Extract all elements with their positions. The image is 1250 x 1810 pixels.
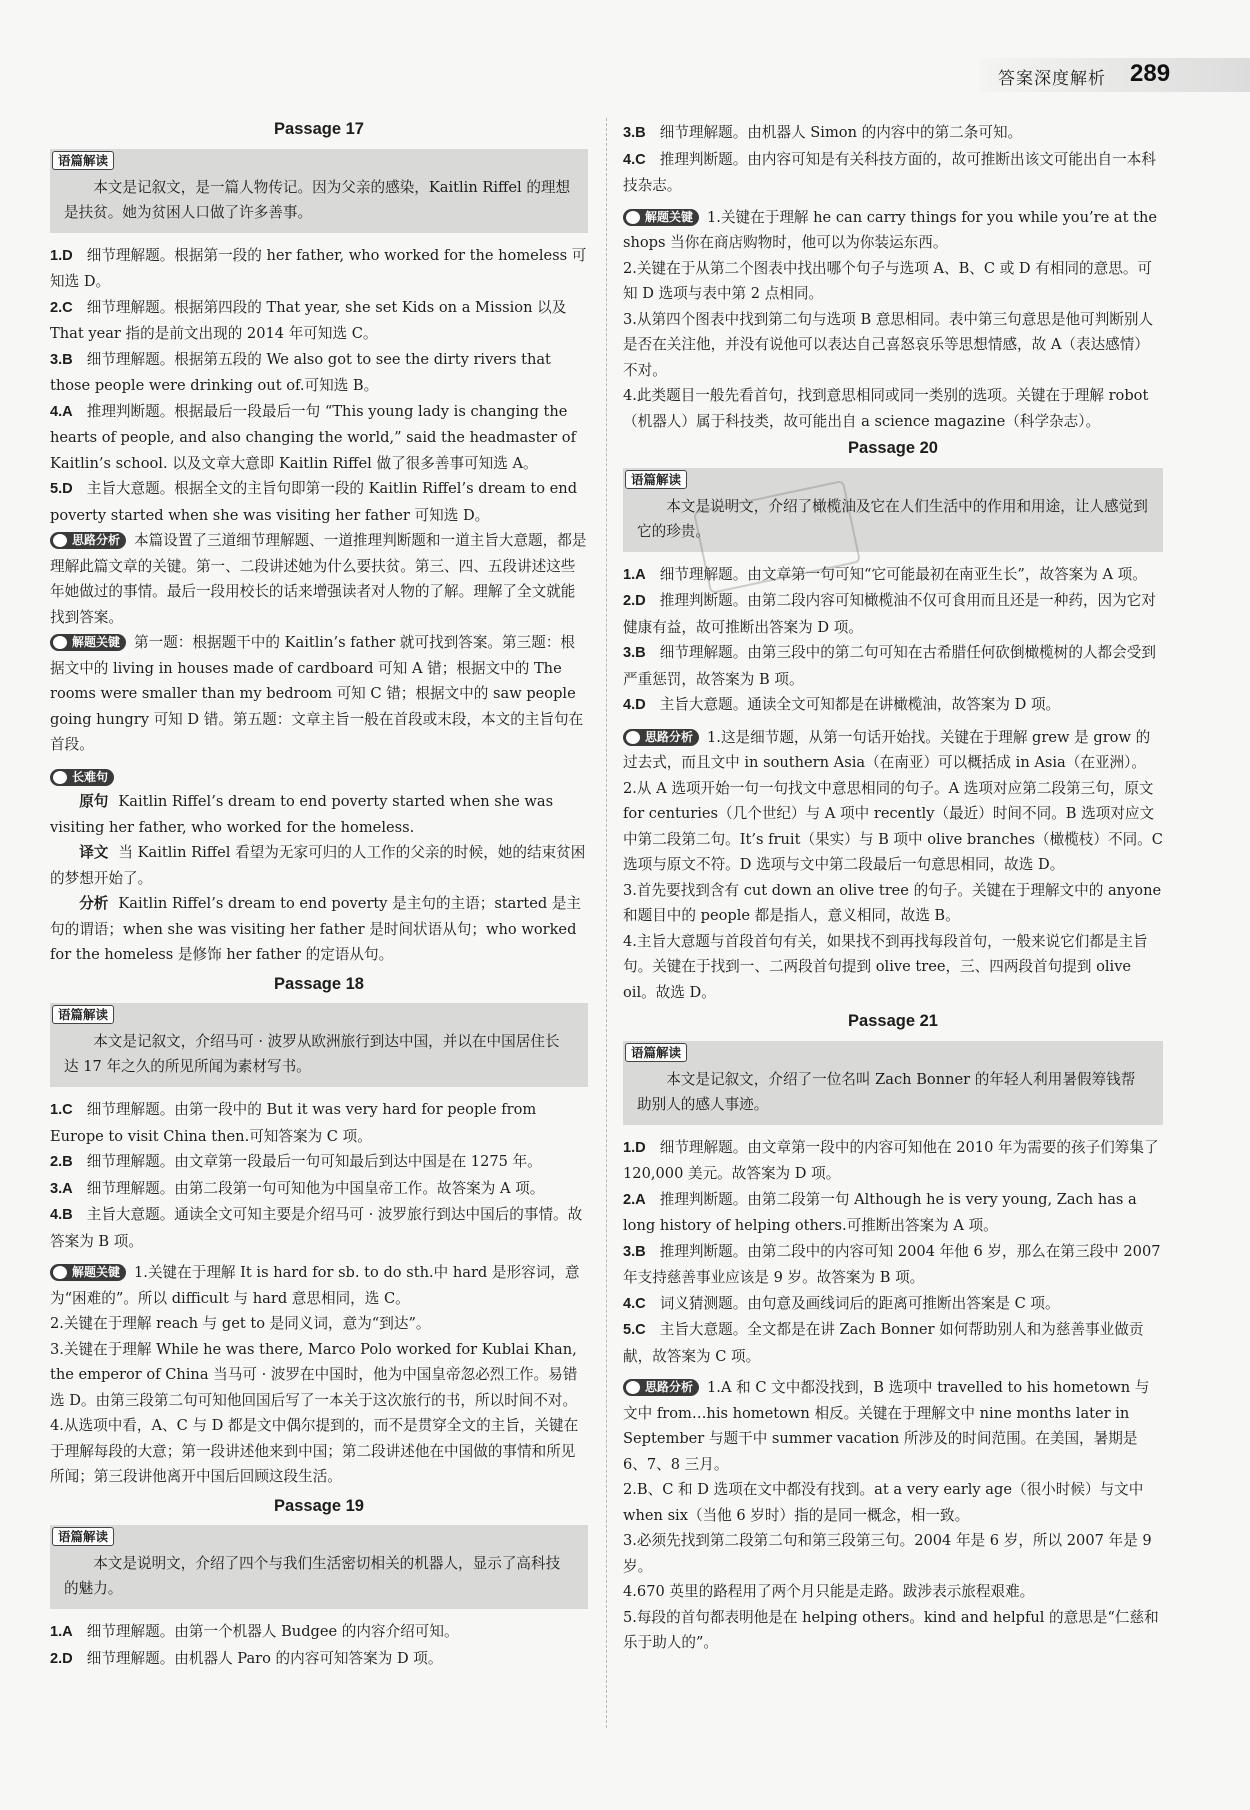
- answer-item: 2.D 推理判断题。由第二段内容可知橄榄油不仅可食用而且还是一种药，因为它对健康有益，故可推断出答案为 D 项。: [623, 592, 1156, 636]
- answer-item: 5.C 主旨大意题。全文都是在讲 Zach Bonner 如何帮助别人和为慈善事业做贡献，故答案为 C 项。: [623, 1321, 1144, 1365]
- passage-17-summary: [50, 149, 588, 233]
- passage-21-title: Passage 21: [848, 1012, 938, 1030]
- page-number: 289: [1130, 60, 1171, 87]
- summary-tag: 语篇解读: [625, 470, 687, 489]
- passage-18-title: Passage 18: [274, 974, 364, 993]
- passage-19-answers-right: [623, 120, 1163, 199]
- summary-text: 本文是说明文，介绍了橄榄油及它在人们生活中的作用和用途，让人感觉到它的珍贵。: [637, 497, 1148, 540]
- answer-item: 1.D 细节理解题。由文章第一段中的内容可知他在 2010 年为需要的孩子们筹集了 120,000 美元。故答案为 D 项。: [623, 1138, 1159, 1182]
- answer-item: 3.B 细节理解题。由第三段中的第二句可知在古希腊任何砍倒橄榄树的人都会受到严重惩罚，故答案为 B 项。: [623, 644, 1156, 688]
- answer-item: 2.D 细节理解题。由机器人 Paro 的内容可知答案为 D 项。: [50, 1649, 443, 1667]
- passage-18-summary: [50, 1003, 588, 1087]
- long-sentence-tag: 长难句: [50, 769, 114, 786]
- answer-item: 3.A 细节理解题。由第二段第一句可知他为中国皇帝工作。故答案为 A 项。: [50, 1179, 545, 1197]
- thinking-item: 4.主旨大意题与首段首句有关，如果找不到再找每段首句，一般来说它们都是主旨句。关键在于找到一、二两段首句提到 olive tree，三、四两段首句提到 olive oil。故选 D。: [623, 932, 1148, 1001]
- answer-item: 3.B 细节理解题。由机器人 Simon 的内容中的第二条可知。: [623, 124, 1023, 141]
- answer-item: 2.C 细节理解题。根据第四段的 That year, she set Kids on a Mission 以及 That year 指的是前文出现的 2014 年可知选 C。: [50, 298, 567, 342]
- passage-17-answers: [50, 243, 588, 529]
- answer-item: 4.D 主旨大意题。通读全文可知都是在讲橄榄油，故答案为 D 项。: [623, 696, 1061, 713]
- passage-17-long-sentence: [50, 764, 588, 968]
- key-tag: 解题关键: [50, 634, 126, 651]
- key-tag: 解题关键: [50, 1264, 126, 1281]
- answer-item: 3.B 推理判断题。由第二段中的内容可知 2004 年他 6 岁，那么在第三段中 2007 年支持慈善事业应该是 9 岁。故答案为 B 项。: [623, 1242, 1161, 1286]
- passage-19-title: Passage 19: [274, 1496, 364, 1515]
- key-item: 2.关键在于从第二个图表中找出哪个句子与选项 A、B、C 或 D 有相同的意思。可知 D 选项与表中第 2 点相同。: [623, 259, 1153, 302]
- passage-18-answers: [50, 1097, 588, 1254]
- answer-item: 1.D 细节理解题。根据第一段的 her father, who worked for the homeless 可知选 D。: [50, 246, 587, 290]
- passage-20-thinking: 思路分析 1.这是细节题，从第一句话开始找。关键在于理解 grew 是 grow 的过去式，而且文中 in southern Asia（在南亚）可以概括成 in Asia（在亚洲）。 2.从 A 选项开始一句一句找文中意思相同的句子。A 选项对应第二段第三句，原文 for centuries（几个世纪）与 A 项中 recently（最近）时间不同。B 选项对应文中第二段第二句。It’s fruit（果实）与 B 项中 olive branches（橄榄枝）不同。C 选项与原文不符。D 选项与文中第二段最后一句意思相同，故选 D。 3.首先要找到含有 cut down an olive tree 的句子。关键在于理解文中的 anyone 和题目中的 people 都是指人，意义相同，故选 B。 4.主旨大意题与首段首句有关，如果找不到再找每段首句，一般来说它们都是主旨句。关键在于找到一、二两段首句提到 olive tree，三、四两段首句提到 olive oil。故选 D。: [623, 725, 1163, 1006]
- answer-item: 3.B 细节理解题。根据第五段的 We also got to see the dirty rivers that those people were drinking out of.可知选 B。: [50, 350, 551, 394]
- thinking-tag: 思路分析: [623, 1379, 699, 1396]
- passage-21-thinking: 思路分析 1.A 和 C 文中都没找到，B 选项中 travelled to his hometown 与文中 from…his hometown 相反。关键在于理解文中 nine months later in September 与题干中 summer vacation 所涉及的时间范围。在美国，暑期是 6、7、8 三月。 2.B、C 和 D 选项在文中都没有找到。at a very early age（很小时候）与文中 when six（当他 6 岁时）指的是同一概念，相一致。 3.必须先找到第二段第二句和第三段第三句。2004 年是 6 岁，所以 2007 年是 9 岁。 4.670 英里的路程用了两个月只能是走路。跋涉表示旅程艰难。 5.每段的首句都表明他是在 helping others。kind and helpful 的意思是“仁慈和乐于助人的”。: [623, 1375, 1163, 1656]
- answer-item: 1.A 细节理解题。由第一个机器人 Budgee 的内容介绍可知。: [50, 1623, 459, 1640]
- summary-text: 本文是说明文，介绍了四个与我们生活密切相关的机器人，显示了高科技的魅力。: [64, 1555, 561, 1597]
- header-title: 答案深度解析: [998, 69, 1106, 89]
- thinking-item: 5.每段的首句都表明他是在 helping others。kind and helpful 的意思是“仁慈和乐于助人的”。: [623, 1608, 1159, 1651]
- passage-19-summary: [50, 1525, 588, 1609]
- passage-19-answers-left: [50, 1619, 588, 1672]
- answer-item: 4.A 推理判断题。根据最后一段最后一句 “This young lady is changing the hearts of people, and also changing the world,” said the headmaster of Kaitlin’s school. 以及文章大意即 Kaitlin Riffel 做了很多善事可知选 A。: [50, 402, 576, 472]
- passage-18-key: 解题关键 1.关键在于理解 It is hard for sb. to do sth.中 hard 是形容词，意为“困难的”。所以 difficult 与 hard 意思相同，选 C。 2.关键在于理解 reach 与 get to 是同义词，意为“到达”。 3.关键在于理解 While he was there, Marco Polo worked for Kublai Khan, the emperor of China 当马可 · 波罗在中国时，他为中国皇帝忽必烈工作。易错选 D。由第三段第二句可知他回国后写了一本关于这次旅行的书，所以时间不对。 4.从选项中看，A、C 与 D 都是文中偶尔提到的，而不是贯穿全文的主旨，关键在于理解每段的大意；第一段讲述他来到中国；第二段讲述他在中国做的事情和所见所闻；第三段讲他离开中国后回顾这段生活。: [50, 1260, 588, 1490]
- thinking-item: 3.首先要找到含有 cut down an olive tree 的句子。关键在于理解文中的 anyone 和题目中的 people 都是指人，意义相同，故选 B。: [623, 881, 1162, 924]
- summary-tag: 语篇解读: [52, 151, 114, 170]
- key-item: 2.关键在于理解 reach 与 get to 是同义词，意为“到达”。: [50, 1315, 431, 1332]
- thinking-item: 4.670 英里的路程用了两个月只能是走路。跋涉表示旅程艰难。: [623, 1583, 1035, 1600]
- summary-text: 本文是记叙文，介绍了一位名叫 Zach Bonner 的年轻人利用暑假筹钱帮助别人的感人事迹。: [637, 1070, 1136, 1113]
- answer-item: 4.C 词义猜测题。由句意及画线词后的距离可推断出答案是 C 项。: [623, 1294, 1060, 1312]
- summary-tag: 语篇解读: [52, 1005, 114, 1024]
- summary-text: 本文是记叙文，介绍马可 · 波罗从欧洲旅行到达中国，并以在中国居住长达 17 年之久的所见所闻为素材写书。: [64, 1033, 560, 1075]
- passage-17-thinking: 思路分析 本篇设置了三道细节理解题、一道推理判断题和一道主旨大意题，都是理解此篇文章的关键。第一、二段讲述她为什么要扶贫。第三、四、五段讲述这些年她做过的事情。最后一段用校长的话来增强读者对人物的了解。理解了全文就能找到答案。: [50, 532, 587, 626]
- passage-20-answers: [623, 562, 1163, 719]
- summary-tag: 语篇解读: [625, 1043, 687, 1062]
- passage-17-title: Passage 17: [274, 120, 364, 138]
- column-divider: [606, 118, 607, 1728]
- thinking-item: 2.从 A 选项开始一句一句找文中意思相同的句子。A 选项对应第二段第三句，原文 for centuries（几个世纪）与 A 项中 recently（最近）时间不同。B 选项对应文中第二段第二句。It’s fruit（果实）与 B 项中 olive branches（橄榄枝）不同。C 选项与原文不符。D 选项与文中第二段最后一句意思相同，故选 D。: [623, 779, 1163, 873]
- summary-tag: 语篇解读: [52, 1527, 114, 1546]
- thinking-item: 3.必须先找到第二段第二句和第三段第三句。2004 年是 6 岁，所以 2007 年是 9 岁。: [623, 1532, 1152, 1575]
- answer-item: 5.D 主旨大意题。根据全文的主旨句即第一段的 Kaitlin Riffel’s dream to end poverty started when she was visiting her father 可知选 D。: [50, 480, 578, 524]
- answer-item: 4.C 推理判断题。由内容可知是有关科技方面的，故可推断出该文可能出自一本科技杂志。: [623, 150, 1156, 194]
- answer-item: 1.A 细节理解题。由文章第一句可知“它可能最初在南亚生长”，故答案为 A 项。: [623, 565, 1147, 583]
- right-column: [623, 120, 1163, 1656]
- analysis: 分析 Kaitlin Riffel’s dream to end poverty 是主句的主语；started 是主句的谓语；when she was visiting her father 是时间状语从句；who worked for the homeless 是修饰 her father 的定语从句。: [50, 895, 582, 963]
- original-sentence: 原句 Kaitlin Riffel’s dream to end poverty started when she was visiting her father, who worked for the homeless.: [50, 793, 554, 836]
- key-item: 4.此类题目一般先看首句，找到意思相同或同一类别的选项。关键在于理解 robot（机器人）属于科技类，故可能出自 a science magazine（科学杂志）。: [623, 387, 1149, 430]
- answer-item: 2.B 细节理解题。由文章第一段最后一句可知最后到达中国是在 1275 年。: [50, 1153, 542, 1170]
- thinking-tag: 思路分析: [50, 532, 126, 549]
- passage-21-answers: [623, 1135, 1163, 1370]
- answer-item: 2.A 推理判断题。由第二段第一句 Although he is very young, Zach has a long history of helping others.可推断出答案为 A 项。: [623, 1190, 1137, 1234]
- left-column: [50, 115, 588, 1672]
- thinking-tag: 思路分析: [623, 729, 699, 746]
- key-item: 3.关键在于理解 While he was there, Marco Polo worked for Kublai Khan, the emperor of China 当马可 · 波罗在中国时，他为中国皇帝忽必烈工作。易错选 D。由第三段第二句可知他回国后写了一本关于这次旅行的书，所以时间不对。: [50, 1340, 578, 1409]
- key-item: 4.从选项中看，A、C 与 D 都是文中偶尔提到的，而不是贯穿全文的主旨，关键在于理解每段的大意；第一段讲述他来到中国；第二段讲述他在中国做的事情和所见所闻；第三段讲他离开中国后回顾这段生活。: [50, 1417, 579, 1485]
- passage-19-key: 解题关键 1.关键在于理解 he can carry things for you while you’re at the shops 当你在商店购物时，他可以为你装运东西。 2.关键在于从第二个图表中找出哪个句子与选项 A、B、C 或 D 有相同的意思。可知 D 选项与表中第 2 点相同。 3.从第四个图表中找到第二句与选项 B 意思相同。表中第三句意思是他可判断别人是否在关注他，并没有说他可以表达自己喜怒哀乐等思想情感，故 A（表达感情）不对。 4.此类题目一般先看首句，找到意思相同或同一类别的选项。关键在于理解 robot（机器人）属于科技类，故可能出自 a science magazine（科学杂志）。: [623, 205, 1163, 435]
- passage-20-title: Passage 20: [848, 439, 938, 457]
- translation: 译文 当 Kaitlin Riffel 看望为无家可归的人工作的父亲的时候，她的结束贫困的梦想开始了。: [50, 844, 586, 887]
- thinking-item: 2.B、C 和 D 选项在文中都没有找到。at a very early age（很小时候）与文中 when six（当他 6 岁时）指的是同一概念，相一致。: [623, 1481, 1144, 1524]
- summary-text: 本文是记叙文，是一篇人物传记。因为父亲的感染，Kaitlin Riffel 的理想是扶贫。她为贫困人口做了许多善事。: [64, 178, 571, 221]
- passage-17-key: 解题关键 第一题：根据题干中的 Kaitlin’s father 就可找到答案。第三题：根据文中的 living in houses made of cardboard 可知 A 错；根据文中的 The rooms were smaller than my bedroom 可知 C 错；根据文中的 saw people going hungry 可知 D 错。第五题：文章主旨一般在首段或末段，本文的主旨句在首段。: [50, 634, 584, 753]
- key-tag: 解题关键: [623, 209, 699, 226]
- answer-item: 1.C 细节理解题。由第一段中的 But it was very hard for people from Europe to visit China then.可知答案为 C 项。: [50, 1101, 537, 1145]
- passage-21-summary: [623, 1041, 1163, 1125]
- key-item: 3.从第四个图表中找到第二句与选项 B 意思相同。表中第三句意思是他可判断别人是否在关注他，并没有说他可以表达自己喜怒哀乐等思想情感，故 A（表达感情）不对。: [623, 310, 1154, 379]
- answer-item: 4.B 主旨大意题。通读全文可知主要是介绍马可 · 波罗旅行到达中国后的事情。故答案为 B 项。: [50, 1206, 583, 1250]
